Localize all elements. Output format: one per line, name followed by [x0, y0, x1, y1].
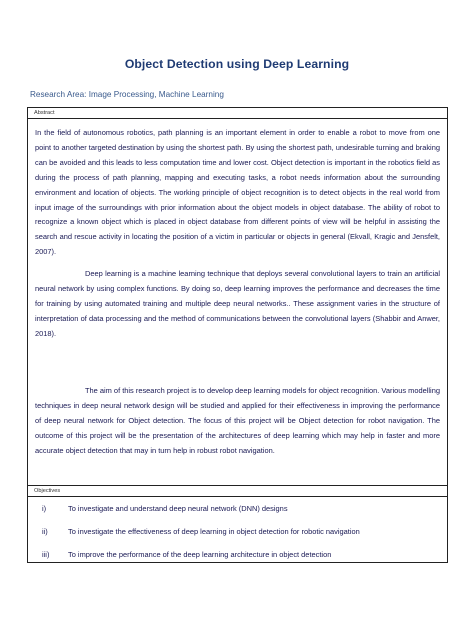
research-area: Research Area: Image Processing, Machine Learning — [30, 90, 224, 99]
abstract-paragraph: In the field of autonomous robotics, path planning is an important element in order to enable a robot to move from one point to another targeted destination by using the shortest path. By using the shortest path, undesirable turning and braking can be avoided and this leads to less computation time and lower cost. Object detection is important in the robotics field as during the process of path planning, mapping and executing tasks, a robot needs information about the surrounding environment and location of objects. The working principle of object recognition is to detect objects in the real world from input image of the surroundings with prior information about the object models in object database. The ability of robot to recognize a known object which is placed in object database from different points of view will be helpful in assisting the search and rescue activity in locating the position of a victim in particular or objects in general (Ekvall, Kragic and Jensfelt, 2007). — [35, 128, 440, 257]
objective-item — [42, 527, 360, 536]
objectives-section — [27, 486, 448, 563]
objective-text: To investigate the effectiveness of deep learning in object detection for robotic navigation — [68, 527, 360, 536]
abstract-label: Abstract — [34, 110, 55, 116]
document-title: Object Detection using Deep Learning — [124, 57, 350, 71]
abstract-divider — [28, 118, 447, 119]
objectives-divider — [28, 496, 447, 497]
abstract-section — [27, 107, 448, 486]
abstract-paragraph: Deep learning is a machine learning technique that deploys several convolutional layers to train an artificial neural network by using complex functions. By doing so, deep learning improves the performance and decreases the time for training by using automated training and multiple deep neural networks.. These assignment varies in the structure of interpretation of data processing and the method of communications between the convolutional layers (Shabbir and Anwer, 2018). — [35, 269, 440, 338]
objective-item — [42, 550, 331, 559]
abstract-paragraph: The aim of this research project is to develop deep learning models for object recognition. Various modelling techniques in deep neural network design will be studied and applied for their effectiveness in improving the performance of deep neural network for Object detection. The focus of this project will be Object detection for robot navigation. The outcome of this project will be the presentation of the architectures of deep learning which may help in faster and more accurate object detection that may in turn help in robust robot navigation. — [35, 386, 440, 455]
objective-number: iii) — [42, 550, 50, 559]
objectives-label: Objectives — [34, 488, 61, 494]
objective-number: i) — [42, 504, 47, 513]
objective-number: ii) — [42, 527, 48, 536]
objective-item — [42, 504, 288, 513]
objective-text: To investigate and understand deep neural network (DNN) designs — [68, 504, 288, 513]
objective-text: To improve the performance of the deep learning architecture in object detection — [68, 550, 332, 559]
